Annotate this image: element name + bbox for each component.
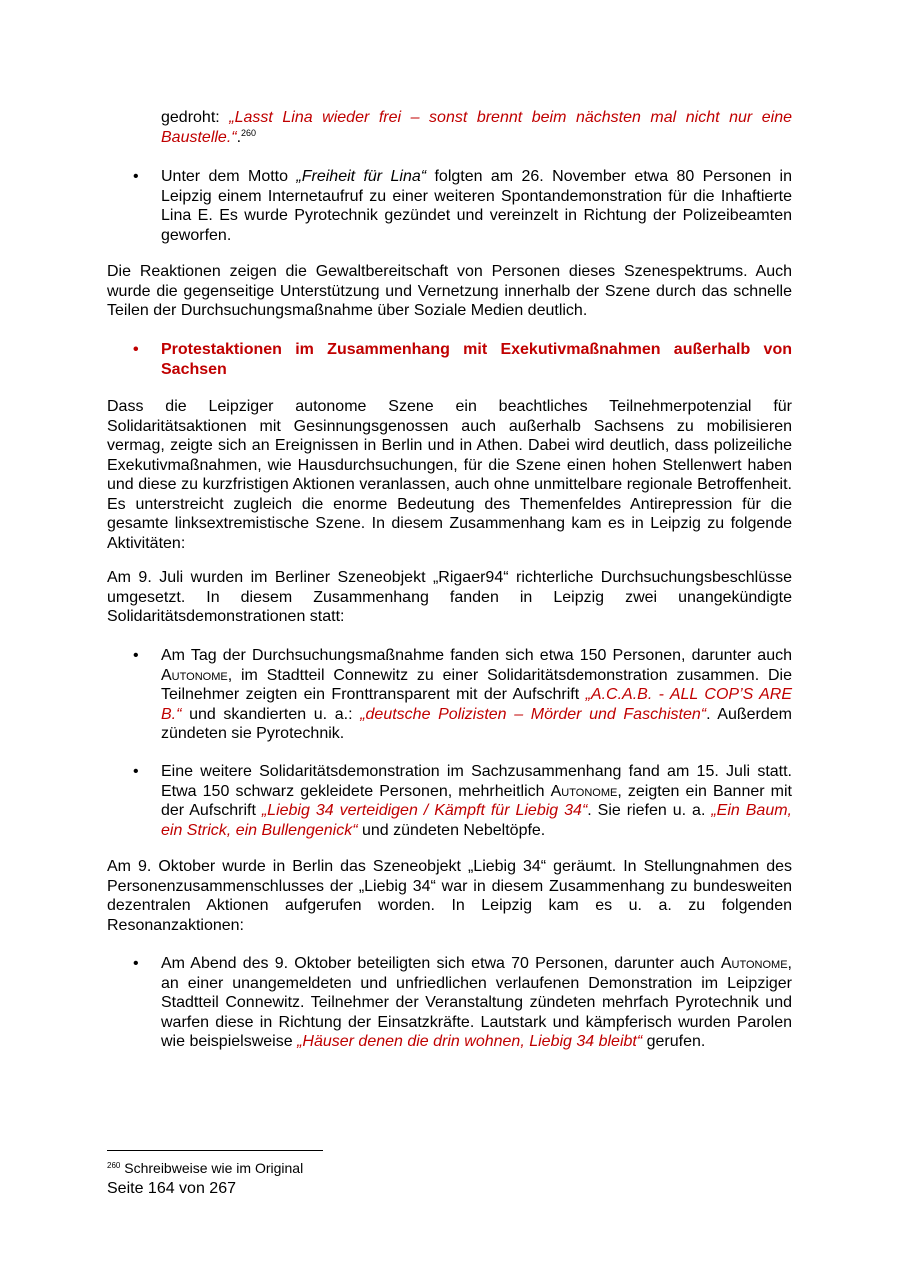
footnote-number: 260 <box>107 1161 121 1170</box>
quote-continuation: gedroht: „Lasst Lina wieder frei – sonst brennt beim nächsten mal nicht nur eine Baustelle.“.$^{260}$ <box>161 109 793 146</box>
term-autonome: Autonome <box>550 782 618 800</box>
quoted-banner: „Liebig 34 verteidigen / Kämpft für Liebig 34“ <box>261 802 588 819</box>
footnote-separator <box>107 1150 323 1151</box>
bullet-item-9-oktober: • Am Abend des 9. Oktober beteiligten sich etwa 70 Personen, darunter auch Autonome, an einer unangemeldeten und unfriedlichen verlaufenen Demonstration im Leipziger Stadtteil Connewitz. Teilnehmer der Veranstaltung zündeten mehrfach Pyrotechnik und warfen diese in Richtung der Einsatzkräfte. Lautstark und kämpferisch wurden Parolen wie beispielsweise „Häuser denen die drin wohnen, Liebig 34 bleibt“ gerufen. <box>133 955 792 1050</box>
footnote-reference: 260 <box>241 127 257 138</box>
bullet-item-15-juli: • Eine weitere Solidaritätsdemonstration im Sachzusammenhang fand am 15. Juli statt. Etwa 150 schwarz gekleidete Personen, mehrheitlich Autonome, zeigten ein Banner mit der Aufschrift „Liebig 34 verteidigen / Kämpft für Liebig 34“. Sie riefen u. a. „Ein Baum, ein Strick, ein Bullengenick“ und zündeten Nebeltöpfe. <box>133 763 792 839</box>
page-number: Seite 164 von 267 <box>107 1180 236 1197</box>
bullet-icon: • <box>133 341 139 358</box>
bullet-item-durchsuchung: • Am Tag der Durchsuchungsmaßnahme fanden sich etwa 150 Personen, darunter auch Autonome, im Stadtteil Connewitz zu einer Solidaritätsdemonstration zusammen. Die Teilnehmer zeigten ein Fronttransparent mit der Aufschrift „A.C.A.B. - ALL COP’S ARE B.“ und skandierten u. a.: „deutsche Polizisten – Mörder und Faschisten“. Außerdem zündeten sie Pyrotechnik. <box>133 647 793 742</box>
footnote: $^{260}$ Schreibweise wie im Original <box>107 1160 304 1176</box>
term-autonome: Autonome <box>720 955 788 972</box>
quoted-slogan: „Lasst Lina wieder frei – sonst brennt beim nächsten mal nicht nur eine Baustelle.“ <box>161 109 793 146</box>
section-heading: • Protestaktionen im Zusammenhang mit Exekutivmaßnahmen außerhalb von Sachsen <box>133 341 792 378</box>
bullet-icon: • <box>133 647 139 664</box>
paragraph-rigaer94: Am 9. Juli wurden im Berliner Szeneobjekt „Rigaer94“ richterliche Durchsuchungsbeschlüsse umgesetzt. In diesem Zusammenhang fanden in Leipzig zwei unangekündigte Solidaritätsdemonstrationen statt: <box>107 569 792 625</box>
motto: „Freiheit für Lina“ <box>296 168 427 185</box>
paragraph-leipziger-szene: Dass die Leipziger autonome Szene ein beachtliches Teilnehmerpotenzial für Solidaritätsaktionen mit Gesinnungsgenossen auch außerhalb Sachsens zu mobilisieren vermag, zeigte sich an Ereignissen in Berlin und in Athen. Dabei wird deutlich, dass polizeiliche Exekutivmaßnahmen, wie Hausdurchsuchungen, für die Szene einen hohen Stellenwert haben und diese zu kurzfristigen Aktionen veranlassen, auch ohne unmittelbare regionale Betroffenheit. Es unterstreicht zugleich die enorme Bedeutung des Themenfeldes Antirepression für die gesamte linksextremistische Szene. In diesem Zusammenhang kam es in Leipzig zu folgende Aktivitäten: <box>107 398 792 552</box>
quoted-chant: „deutsche Polizisten – Mörder und Faschisten“ <box>360 705 707 723</box>
bullet-icon: • <box>133 955 139 972</box>
paragraph-liebig34: Am 9. Oktober wurde in Berlin das Szeneobjekt „Liebig 34“ geräumt. In Stellungnahmen des Personenzusammenschlusses der „Liebig 34“ war in diesem Zusammenhang zu bundesweiten dezentralen Aktionen aufgerufen worden. In Leipzig kam es u. a. zu folgenden Resonanzaktionen: <box>107 858 792 934</box>
quoted-chant: „Ein Baum, ein Strick, ein Bullengenick“ <box>161 802 792 839</box>
bullet-item-freiheit-fuer-lina: • Unter dem Motto „Freiheit für Lina“ folgten am 26. November etwa 80 Personen in Leipzig einem Internetaufruf zu einer weiteren Spontandemonstration für die Inhaftierte Lina E. Es wurde Pyrotechnik gezündet und vereinzelt in Richtung der Polizeibeamten geworfen. <box>133 168 792 244</box>
bullet-icon: • <box>133 763 139 780</box>
quoted-slogan: „Häuser denen die drin wohnen, Liebig 34 bleibt“ <box>297 1033 643 1050</box>
bullet-icon: • <box>133 168 139 185</box>
term-autonome: Autonome <box>161 666 228 684</box>
quoted-banner: „A.C.A.B. - ALL COP’S ARE B.“ <box>161 686 793 723</box>
paragraph-reaktionen: Die Reaktionen zeigen die Gewaltbereitschaft von Personen dieses Szenespektrums. Auch wurde die gegenseitige Unterstützung und Vernetzung innerhalb der Szene durch das schnelle Teilen der Durchsuchungsmaßnahme über Soziale Medien deutlich. <box>107 263 792 319</box>
